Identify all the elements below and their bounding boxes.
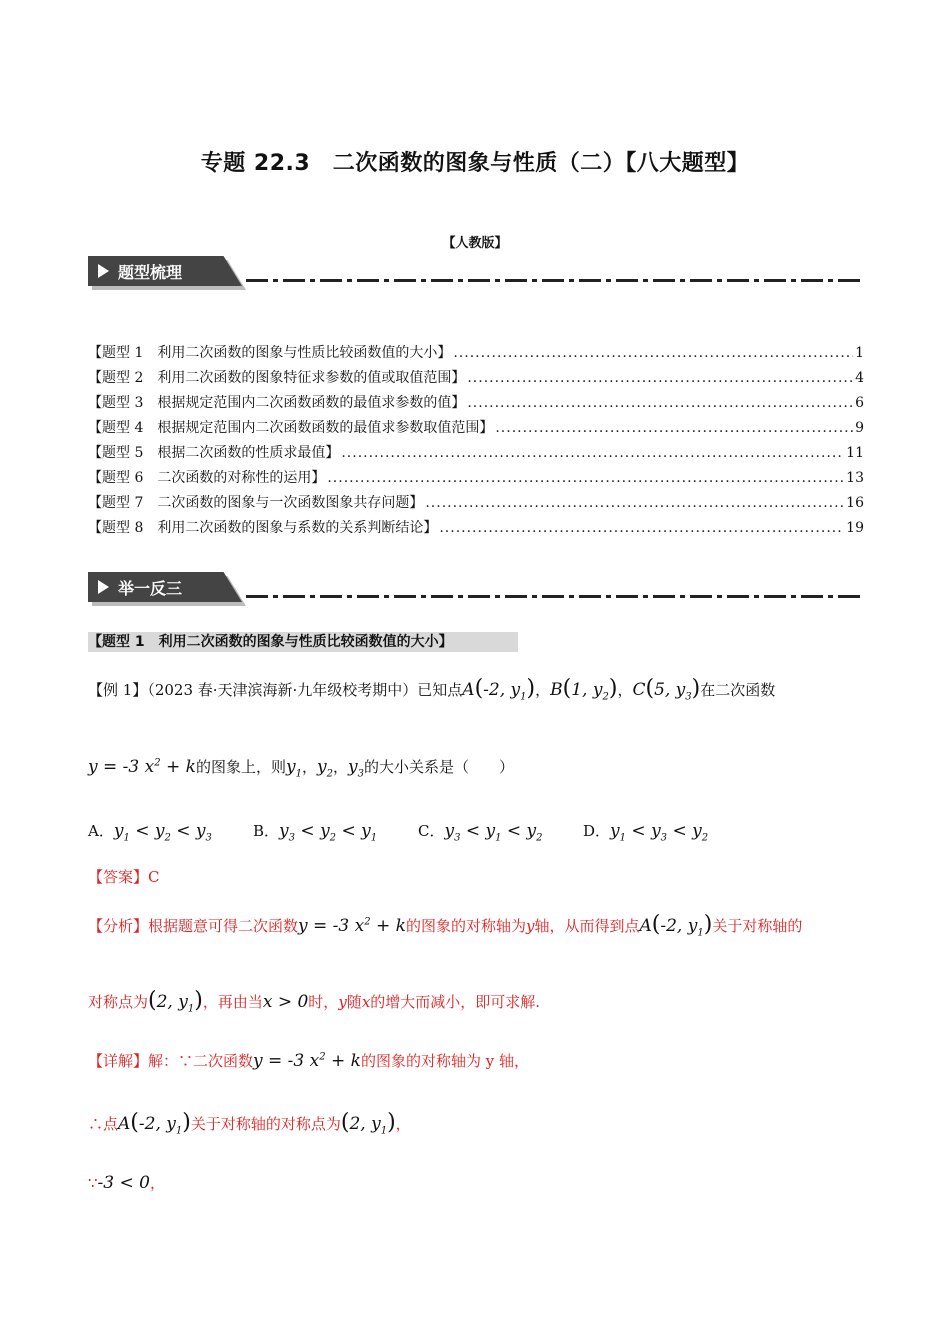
comma: ， <box>332 758 348 776</box>
analysis-text: 轴，从而得到点 <box>534 917 640 935</box>
comma: ， <box>535 681 551 699</box>
section-heading: 【题型 1 利用二次函数的图象与性质比较函数值的大小】 <box>88 632 518 652</box>
answer-value: C <box>148 868 160 886</box>
toc-page: 9 <box>855 420 864 436</box>
answer-tag: 【答案】 <box>88 868 149 886</box>
detail-text: 关于对称轴的对称点为 <box>190 1115 341 1133</box>
toc-page: 1 <box>855 345 864 361</box>
example-tag: 【例 1】 <box>88 681 148 699</box>
example-text: 的图象上，则 <box>195 758 286 776</box>
detail-line-1 <box>88 1050 529 1071</box>
option-d[interactable] <box>583 820 708 843</box>
toc-page: 16 <box>846 495 864 511</box>
point-a: A(-2, $y_1$) <box>118 1110 191 1137</box>
toc-item[interactable] <box>88 417 864 442</box>
example-text: 的大小关系是（ ） <box>363 758 514 776</box>
detail-line-2 <box>88 1110 411 1136</box>
banner-label: 举一反三 <box>118 579 183 598</box>
toc-page: 13 <box>846 470 864 486</box>
analysis-text: 时， <box>308 993 339 1011</box>
toc-leader <box>467 395 853 411</box>
option-a[interactable] <box>88 820 212 843</box>
inequality: -3 < 0 <box>97 1173 150 1193</box>
analysis-text: 对称点为 <box>88 993 149 1011</box>
point-sym: (2, $y_1$) <box>340 1110 396 1137</box>
analysis-text: 的增大而减小，即可求解. <box>370 993 541 1011</box>
toc-leader <box>425 495 844 511</box>
option-letter: A． <box>88 822 114 840</box>
option-letter: D． <box>583 822 611 840</box>
point-sym: (2, $y_1$) <box>148 988 203 1015</box>
option-expr: $y_3 < y_2 < y_1$ <box>279 821 378 844</box>
analysis-text: 关于对称轴的 <box>712 917 803 935</box>
detail-line-3 <box>88 1172 165 1193</box>
overview-banner <box>88 256 864 292</box>
toc-label: 【题型 5 根据二次函数的性质求最值】 <box>88 445 340 461</box>
comma: ， <box>301 758 317 776</box>
answer-line <box>88 866 160 887</box>
equation: y = -3 $x^2 + k$ <box>88 757 196 777</box>
detail-tag: 【详解】 <box>88 1052 149 1070</box>
toc-page: 19 <box>846 520 864 536</box>
analysis-text: ，再由当 <box>202 993 263 1011</box>
play-triangle-icon <box>98 264 109 278</box>
var-x: x <box>361 993 371 1011</box>
table-of-contents <box>88 342 864 542</box>
detail-text: ∴点 <box>88 1115 119 1133</box>
option-letter: B． <box>253 822 280 840</box>
equation: y = -3 $x^2 + k$ <box>253 1051 361 1071</box>
practice-banner <box>88 572 864 608</box>
toc-leader <box>467 370 853 386</box>
toc-label: 【题型 3 根据规定范围内二次函数函数的最值求参数的值】 <box>88 395 466 411</box>
var-y1: $y_1$ <box>285 757 302 780</box>
toc-item[interactable] <box>88 492 864 517</box>
example-line-2 <box>88 756 514 779</box>
equation: y = -3 $x^2 + k$ <box>298 916 406 936</box>
point-c: C(5, $y_3$) <box>632 676 701 703</box>
banner-label: 题型梳理 <box>118 263 183 282</box>
condition: x > 0 <box>262 992 309 1012</box>
toc-leader <box>327 470 844 486</box>
toc-leader <box>439 520 844 536</box>
example-tail: 在二次函数 <box>700 681 776 699</box>
var-y: y <box>338 993 347 1011</box>
toc-page: 11 <box>846 445 864 461</box>
detail-text: ， <box>149 1174 165 1192</box>
point-a: A(-2, $y_1$) <box>462 676 536 703</box>
toc-label: 【题型 7 二次函数的图象与一次函数图象共存问题】 <box>88 495 424 511</box>
option-expr: $y_3 < y_1 < y_2$ <box>444 821 543 844</box>
detail-text: ， <box>395 1115 411 1133</box>
point-a: A(-2, $y_1$) <box>639 912 713 939</box>
detail-text: ∵ <box>88 1174 98 1192</box>
analysis-line-2 <box>88 988 540 1014</box>
example-line-1 <box>88 676 775 702</box>
point-b: B(1, $y_2$) <box>550 676 618 703</box>
var-y2: $y_2$ <box>316 757 333 780</box>
edition-label: 【人教版】 <box>442 236 508 251</box>
dash-divider <box>246 279 864 282</box>
toc-page: 4 <box>855 370 864 386</box>
toc-item[interactable] <box>88 342 864 367</box>
option-letter: C． <box>418 822 445 840</box>
toc-page: 6 <box>855 395 864 411</box>
toc-item[interactable] <box>88 442 864 467</box>
comma: ， <box>617 681 633 699</box>
dash-divider <box>246 595 864 598</box>
detail-text: 解：∵二次函数 <box>148 1052 254 1070</box>
analysis-text: 根据题意可得二次函数 <box>148 917 299 935</box>
analysis-line-1 <box>88 912 802 938</box>
detail-text: 的图象的对称轴为 y 轴， <box>360 1052 529 1070</box>
toc-label: 【题型 4 根据规定范围内二次函数函数的最值求参数取值范围】 <box>88 420 494 436</box>
toc-item[interactable] <box>88 467 864 492</box>
option-expr: $y_1 < y_3 < y_2$ <box>610 821 709 844</box>
toc-label: 【题型 6 二次函数的对称性的运用】 <box>88 470 326 486</box>
toc-label: 【题型 2 利用二次函数的图象特征求参数的值或取值范围】 <box>88 370 466 386</box>
analysis-text: 随 <box>346 993 362 1011</box>
var-y3: $y_3$ <box>347 757 364 780</box>
toc-leader <box>495 420 853 436</box>
toc-item[interactable] <box>88 367 864 392</box>
toc-item[interactable] <box>88 392 864 417</box>
play-triangle-icon <box>98 580 109 594</box>
var-y: y <box>526 917 535 935</box>
page-title: 专题 22.3 二次函数的图象与性质（二）【八大题型】 <box>200 151 750 176</box>
option-c[interactable] <box>418 820 543 843</box>
toc-label: 【题型 1 利用二次函数的图象与性质比较函数值的大小】 <box>88 345 452 361</box>
option-b[interactable] <box>253 820 377 843</box>
option-expr: $y_1 < y_2 < y_3$ <box>113 821 212 844</box>
analysis-text: 的图象的对称轴为 <box>405 917 526 935</box>
toc-item[interactable] <box>88 517 864 542</box>
example-source: （2023 春·天津滨海新·九年级校考期中）已知点 <box>147 681 463 699</box>
toc-leader <box>453 345 853 361</box>
analysis-tag: 【分析】 <box>88 917 149 935</box>
toc-leader <box>341 445 844 461</box>
toc-label: 【题型 8 利用二次函数的图象与系数的关系判断结论】 <box>88 520 438 536</box>
